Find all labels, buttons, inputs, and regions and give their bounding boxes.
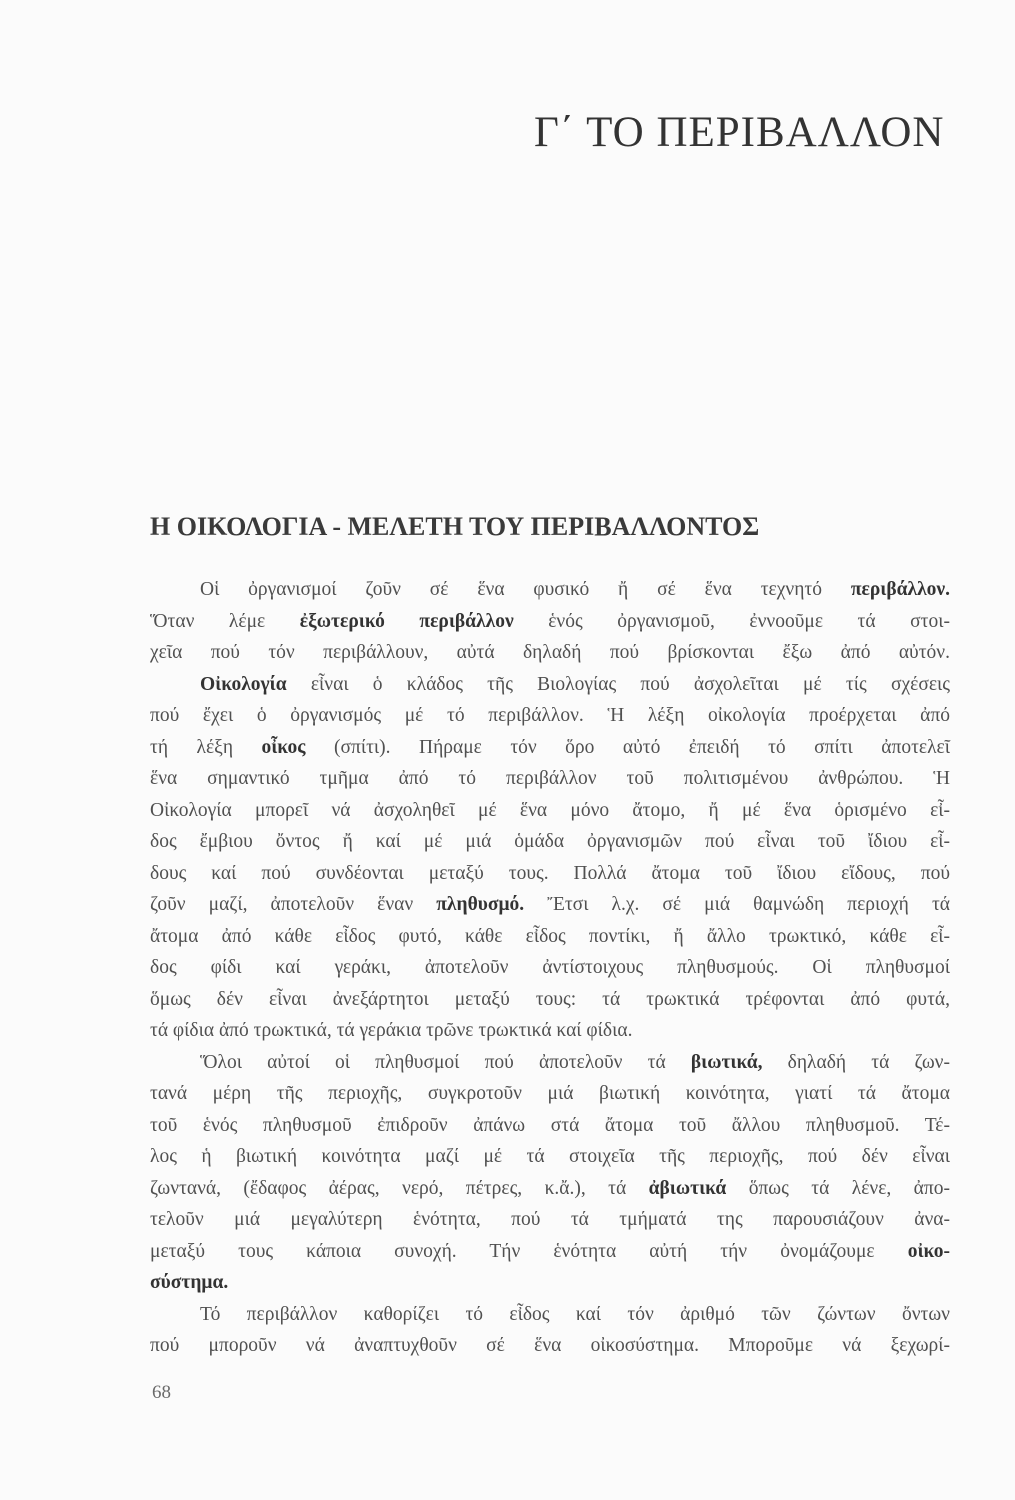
text-line: τανά μέρη τῆς περιοχῆς, συγκροτοῦν μιά βιωτική κοινότητα, γιατί τά ἄτομα <box>150 1083 950 1104</box>
text-line: πού μποροῦν νά ἀναπτυχθοῦν σέ ἕνα οἰκοσύστημα. Μποροῦμε νά ξεχωρί- <box>150 1335 950 1356</box>
paragraph-3 <box>150 1299 950 1362</box>
text-line: μεταξύ τους κάποια συνοχή. Τήν ἑνότητα αὐτή τήν ὀνομάζουμε οἰκο- <box>150 1240 950 1262</box>
chapter-title: Γ΄ ΤΟ ΠΕΡΙΒΑΛΛΟΝ <box>534 109 945 156</box>
text-line: τά φίδια ἀπό τρωκτικά, τά γεράκια τρῶνε τρωκτικά καί φίδια. <box>150 1020 633 1041</box>
term-bold: πληθυσμό. <box>436 894 525 915</box>
text-line: Ὅταν λέμε ἐξωτερικό περιβάλλον ἑνός ὀργανισμοῦ, ἐννοοῦμε τά στοι- <box>150 610 950 632</box>
term-bold: περιβάλλον. <box>850 579 950 600</box>
text-line: πού ἔχει ὁ ὀργανισμός μέ τό περιβάλλον. Ἡ λέξη οἰκολογία προέρχεται ἀπό <box>150 705 950 726</box>
text-line: χεῖα πού τόν περιβάλλουν, αὐτά δηλαδή πού βρίσκονται ἔξω ἀπό αὐτόν. <box>150 642 950 663</box>
text-line: λος ἡ βιωτική κοινότητα μαζί μέ τά στοιχεῖα τῆς περιοχῆς, πού δέν εἶναι <box>150 1146 950 1167</box>
text-line: τελοῦν μιά μεγαλύτερη ἑνότητα, πού τά τμήματά της παρουσιάζουν ἀνα- <box>150 1209 950 1230</box>
term-bold: Οἰκολογία <box>200 673 287 695</box>
text-line: τή λέξη οἶκος (σπίτι). Πήραμε τόν ὅρο αὐτό ἐπειδή τό σπίτι ἀποτελεῖ <box>150 736 950 758</box>
text-line <box>150 1267 950 1299</box>
paragraph-1 <box>150 574 950 1047</box>
text-line: Ὅλοι αὐτοί οἱ πληθυσμοί πού ἀποτελοῦν τά βιωτικά, δηλαδή τά ζων- <box>200 1051 950 1073</box>
term-bold: ἐξωτερικό περιβάλλον <box>299 610 514 632</box>
text-line: δους καί πού συνδέονται μεταξύ τους. Πολλά ἄτομα τοῦ ἴδιου εἴδους, πού <box>150 862 950 884</box>
term-bold: βιωτικά, <box>690 1051 763 1073</box>
text-line: τοῦ ἑνός πληθυσμοῦ ἐπιδροῦν ἀπάνω στά ἄτομα τοῦ ἄλλου πληθυσμοῦ. Τέ- <box>150 1114 950 1136</box>
text-line: Οἰκολογία εἶναι ὁ κλάδος τῆς Βιολογίας πού ἀσχολεῖται μέ τίς σχέσεις <box>200 673 950 695</box>
text-line: Οἱ ὀργανισμοί ζοῦν σέ ἕνα φυσικό ἤ σέ ἕνα τεχνητό περιβάλλον. <box>200 579 950 600</box>
text-line: ζωντανά, (ἔδαφος ἀέρας, νερό, πέτρες, κ.ἄ.), τά ἀβιωτικά ὅπως τά λένε, ἀπο- <box>150 1177 950 1199</box>
section-heading: Η ΟΙΚΟΛΟΓΙΑ - ΜΕΛΕΤΗ ΤΟΥ ΠΕΡΙΒΑΛΛΟΝΤΟΣ <box>150 512 760 541</box>
body-text <box>150 574 950 1362</box>
text-line: Τό περιβάλλον καθορίζει τό εἶδος καί τόν ἀριθμό τῶν ζώντων ὄντων <box>200 1303 950 1325</box>
paragraph-2 <box>150 1047 950 1299</box>
text-line: ἕνα σημαντικό τμῆμα ἀπό τό περιβάλλον τοῦ πολιτισμένου ἀνθρώπου. Ἡ <box>150 768 950 789</box>
page-number: 68 <box>152 1382 171 1403</box>
text-line: Οἰκολογία μπορεῖ νά ἀσχοληθεῖ μέ ἕνα μόνο ἄτομο, ἤ μέ ἕνα ὁρισμένο εἶ- <box>150 799 950 821</box>
term-bold: οἰκο- <box>907 1240 950 1262</box>
term-bold: ἀβιωτικά <box>648 1177 727 1199</box>
text-line: ἄτομα ἀπό κάθε εἶδος φυτό, κάθε εἶδος ποντίκι, ἤ ἄλλο τρωκτικό, κάθε εἶ- <box>150 925 950 947</box>
term-bold: οἶκος <box>261 736 306 758</box>
text-line: ὅμως δέν εἶναι ἀνεξάρτητοι μεταξύ τους: τά τρωκτικά τρέφονται ἀπό φυτά, <box>150 988 950 1010</box>
text-line: ζοῦν μαζί, ἀποτελοῦν ἕναν πληθυσμό. Ἔτσι λ.χ. σέ μιά θαμνώδη περιοχή τά <box>150 894 950 915</box>
text-line: δος φίδι καί γεράκι, ἀποτελοῦν ἀντίστοιχους πληθυσμούς. Οἱ πληθυσμοί <box>150 957 950 978</box>
term-bold: σύστημα. <box>150 1272 229 1293</box>
text-line: δος ἔμβιου ὄντος ἤ καί μέ μιά ὁμάδα ὀργανισμῶν πού εἶναι τοῦ ἴδιου εἶ- <box>150 831 950 852</box>
